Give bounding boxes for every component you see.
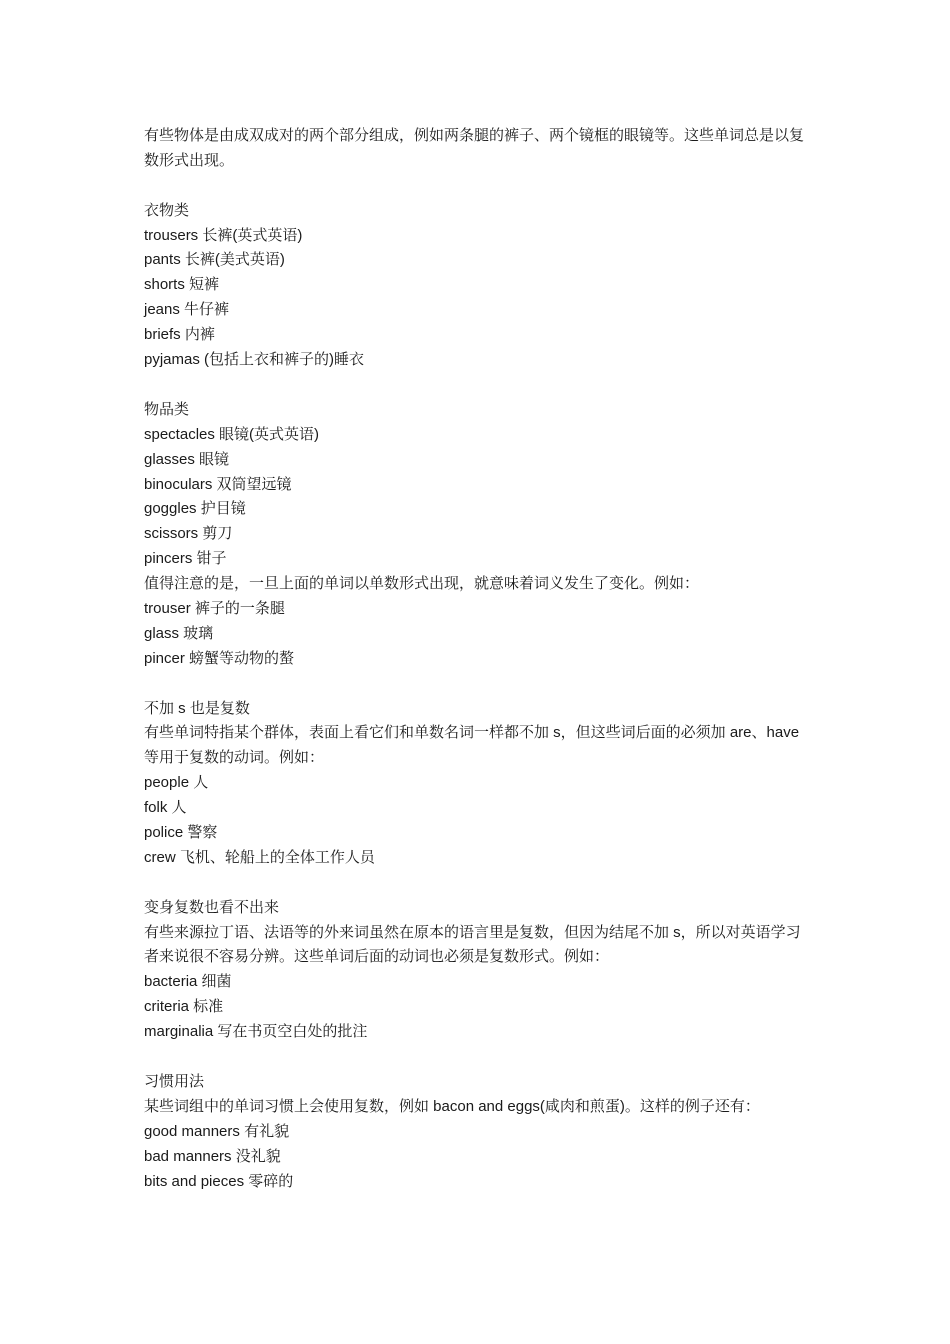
list-item: bacteria 细菌: [144, 973, 232, 991]
list-item: briefs 内裤: [144, 326, 215, 344]
list-item: folk 人: [144, 799, 187, 817]
list-item: trouser 裤子的一条腿: [144, 599, 285, 617]
note-paragraph: 值得注意的是，一旦上面的单词以单数形式出现，就意味着词义发生了变化。例如：: [144, 575, 700, 593]
note-paragraph: 有些单词特指某个群体，表面上看它们和单数名词一样都不加 s，但这些词后面的必须加 are、have 等用于复数的动词。例如：: [144, 724, 800, 767]
list-item: glasses 眼镜: [144, 450, 230, 468]
list-item: bits and pieces 零碎的: [144, 1172, 294, 1190]
list-item: trousers 长裤(英式英语): [144, 226, 303, 244]
intro-paragraph: 有些物体是由成双成对的两个部分组成，例如两条腿的裤子、两个镜框的眼镜等。这些单词总是以复数形式出现。: [144, 127, 805, 169]
list-item: pants 长裤(美式英语): [144, 251, 285, 269]
list-item: people 人: [144, 774, 209, 792]
section-heading-habit: 习惯用法: [144, 1072, 205, 1090]
list-item: pincers 钳子: [144, 550, 227, 568]
spacer: [144, 174, 810, 199]
spacer: [144, 672, 810, 697]
list-item: jeans 牛仔裤: [144, 301, 230, 319]
spacer: [144, 871, 810, 896]
document-page: [144, 124, 810, 1194]
list-item: shorts 短裤: [144, 276, 220, 294]
note-paragraph: 某些词组中的单词习惯上会使用复数，例如 bacon and eggs(咸肉和煎蛋)。这样的例子还有：: [144, 1097, 760, 1115]
note-paragraph: 有些来源拉丁语、法语等的外来词虽然在原本的语言里是复数，但因为结尾不加 s，所以对英语学习者来说很不容易分辨。这些单词后面的动词也必须是复数形式。例如：: [144, 923, 801, 966]
section-heading-clothing: 衣物类: [144, 201, 190, 219]
list-item: pincer 螃蟹等动物的螯: [144, 649, 295, 667]
spacer: [144, 373, 810, 398]
list-item: criteria 标准: [144, 998, 224, 1016]
spacer: [144, 1045, 810, 1070]
list-item: crew 飞机、轮船上的全体工作人员: [144, 848, 375, 866]
list-item: good manners 有礼貌: [144, 1122, 290, 1140]
list-item: pyjamas (包括上衣和裤子的)睡衣: [144, 351, 365, 369]
list-item: scissors 剪刀: [144, 525, 233, 543]
section-heading-no-s: 不加 s 也是复数: [144, 699, 250, 717]
section-heading-objects: 物品类: [144, 400, 190, 418]
list-item: bad manners 没礼貌: [144, 1147, 281, 1165]
section-heading-foreign: 变身复数也看不出来: [144, 898, 280, 916]
list-item: police 警察: [144, 824, 218, 842]
list-item: binoculars 双筒望远镜: [144, 475, 292, 493]
list-item: marginalia 写在书页空白处的批注: [144, 1023, 368, 1041]
list-item: glass 玻璃: [144, 624, 214, 642]
list-item: goggles 护目镜: [144, 500, 246, 518]
list-item: spectacles 眼镜(英式英语): [144, 425, 320, 443]
